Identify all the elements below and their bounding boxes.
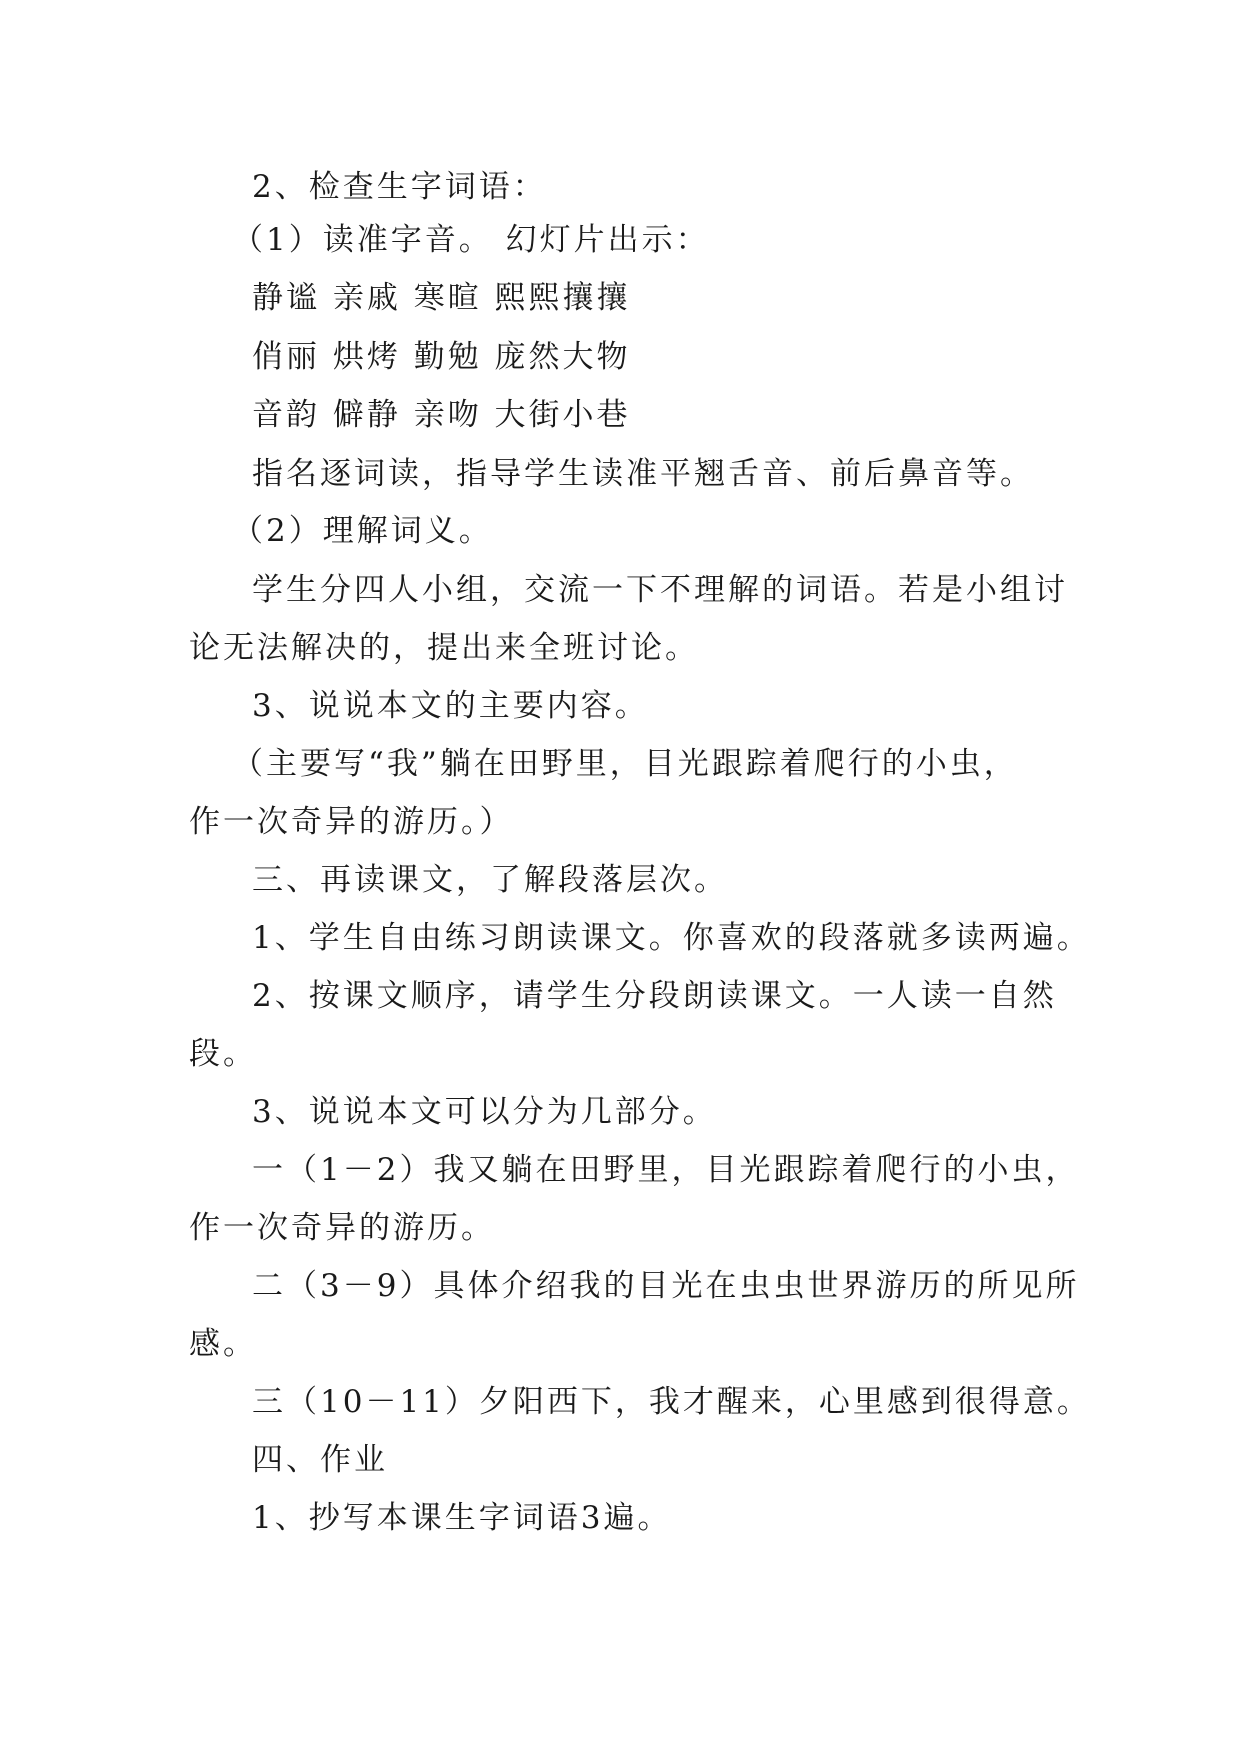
text-line: 指名逐词读，指导学生读准平翘舌音、前后鼻音等。 bbox=[252, 456, 1034, 492]
text-line: 四、作业 bbox=[252, 1442, 388, 1478]
text-line: 2、按课文顺序，请学生分段朗读课文。一人读一自然 bbox=[252, 978, 1057, 1014]
text-line: 静谧 亲戚 寒暄 熙熙攘攘 bbox=[252, 280, 631, 316]
text-line: 一（1－2）我又躺在田野里，目光跟踪着爬行的小虫， bbox=[252, 1152, 1080, 1188]
text-line: 3、说说本文可以分为几部分。 bbox=[252, 1094, 717, 1130]
text-line: （主要写“我”躺在田野里，目光跟踪着爬行的小虫， bbox=[232, 746, 1018, 782]
text-line: 论无法解决的，提出来全班讨论。 bbox=[189, 630, 699, 666]
text-line: 2、检查生字词语： bbox=[252, 169, 547, 205]
text-line: 音韵 僻静 亲吻 大街小巷 bbox=[252, 397, 631, 433]
text-line: 段。 bbox=[189, 1036, 257, 1072]
text-line: 作一次奇异的游历。 bbox=[189, 1210, 495, 1246]
text-line: （1）读准字音。 幻灯片出示： bbox=[232, 222, 710, 258]
text-line: 1、学生自由练习朗读课文。你喜欢的段落就多读两遍。 bbox=[252, 920, 1091, 956]
text-line: 三、再读课文，了解段落层次。 bbox=[252, 862, 728, 898]
text-line: 学生分四人小组，交流一下不理解的词语。若是小组讨 bbox=[252, 572, 1068, 608]
text-line: 感。 bbox=[189, 1326, 257, 1362]
text-line: 俏丽 烘烤 勤勉 庞然大物 bbox=[252, 339, 631, 375]
text-line: 二（3－9）具体介绍我的目光在虫虫世界游历的所见所 bbox=[252, 1268, 1080, 1304]
text-line: （2）理解词义。 bbox=[232, 513, 493, 549]
text-line: 1、抄写本课生字词语3遍。 bbox=[252, 1500, 672, 1536]
text-line: 三（10－11）夕阳西下，我才醒来，心里感到很得意。 bbox=[252, 1384, 1091, 1420]
text-line: 3、说说本文的主要内容。 bbox=[252, 688, 649, 724]
text-line: 作一次奇异的游历。） bbox=[189, 804, 514, 840]
